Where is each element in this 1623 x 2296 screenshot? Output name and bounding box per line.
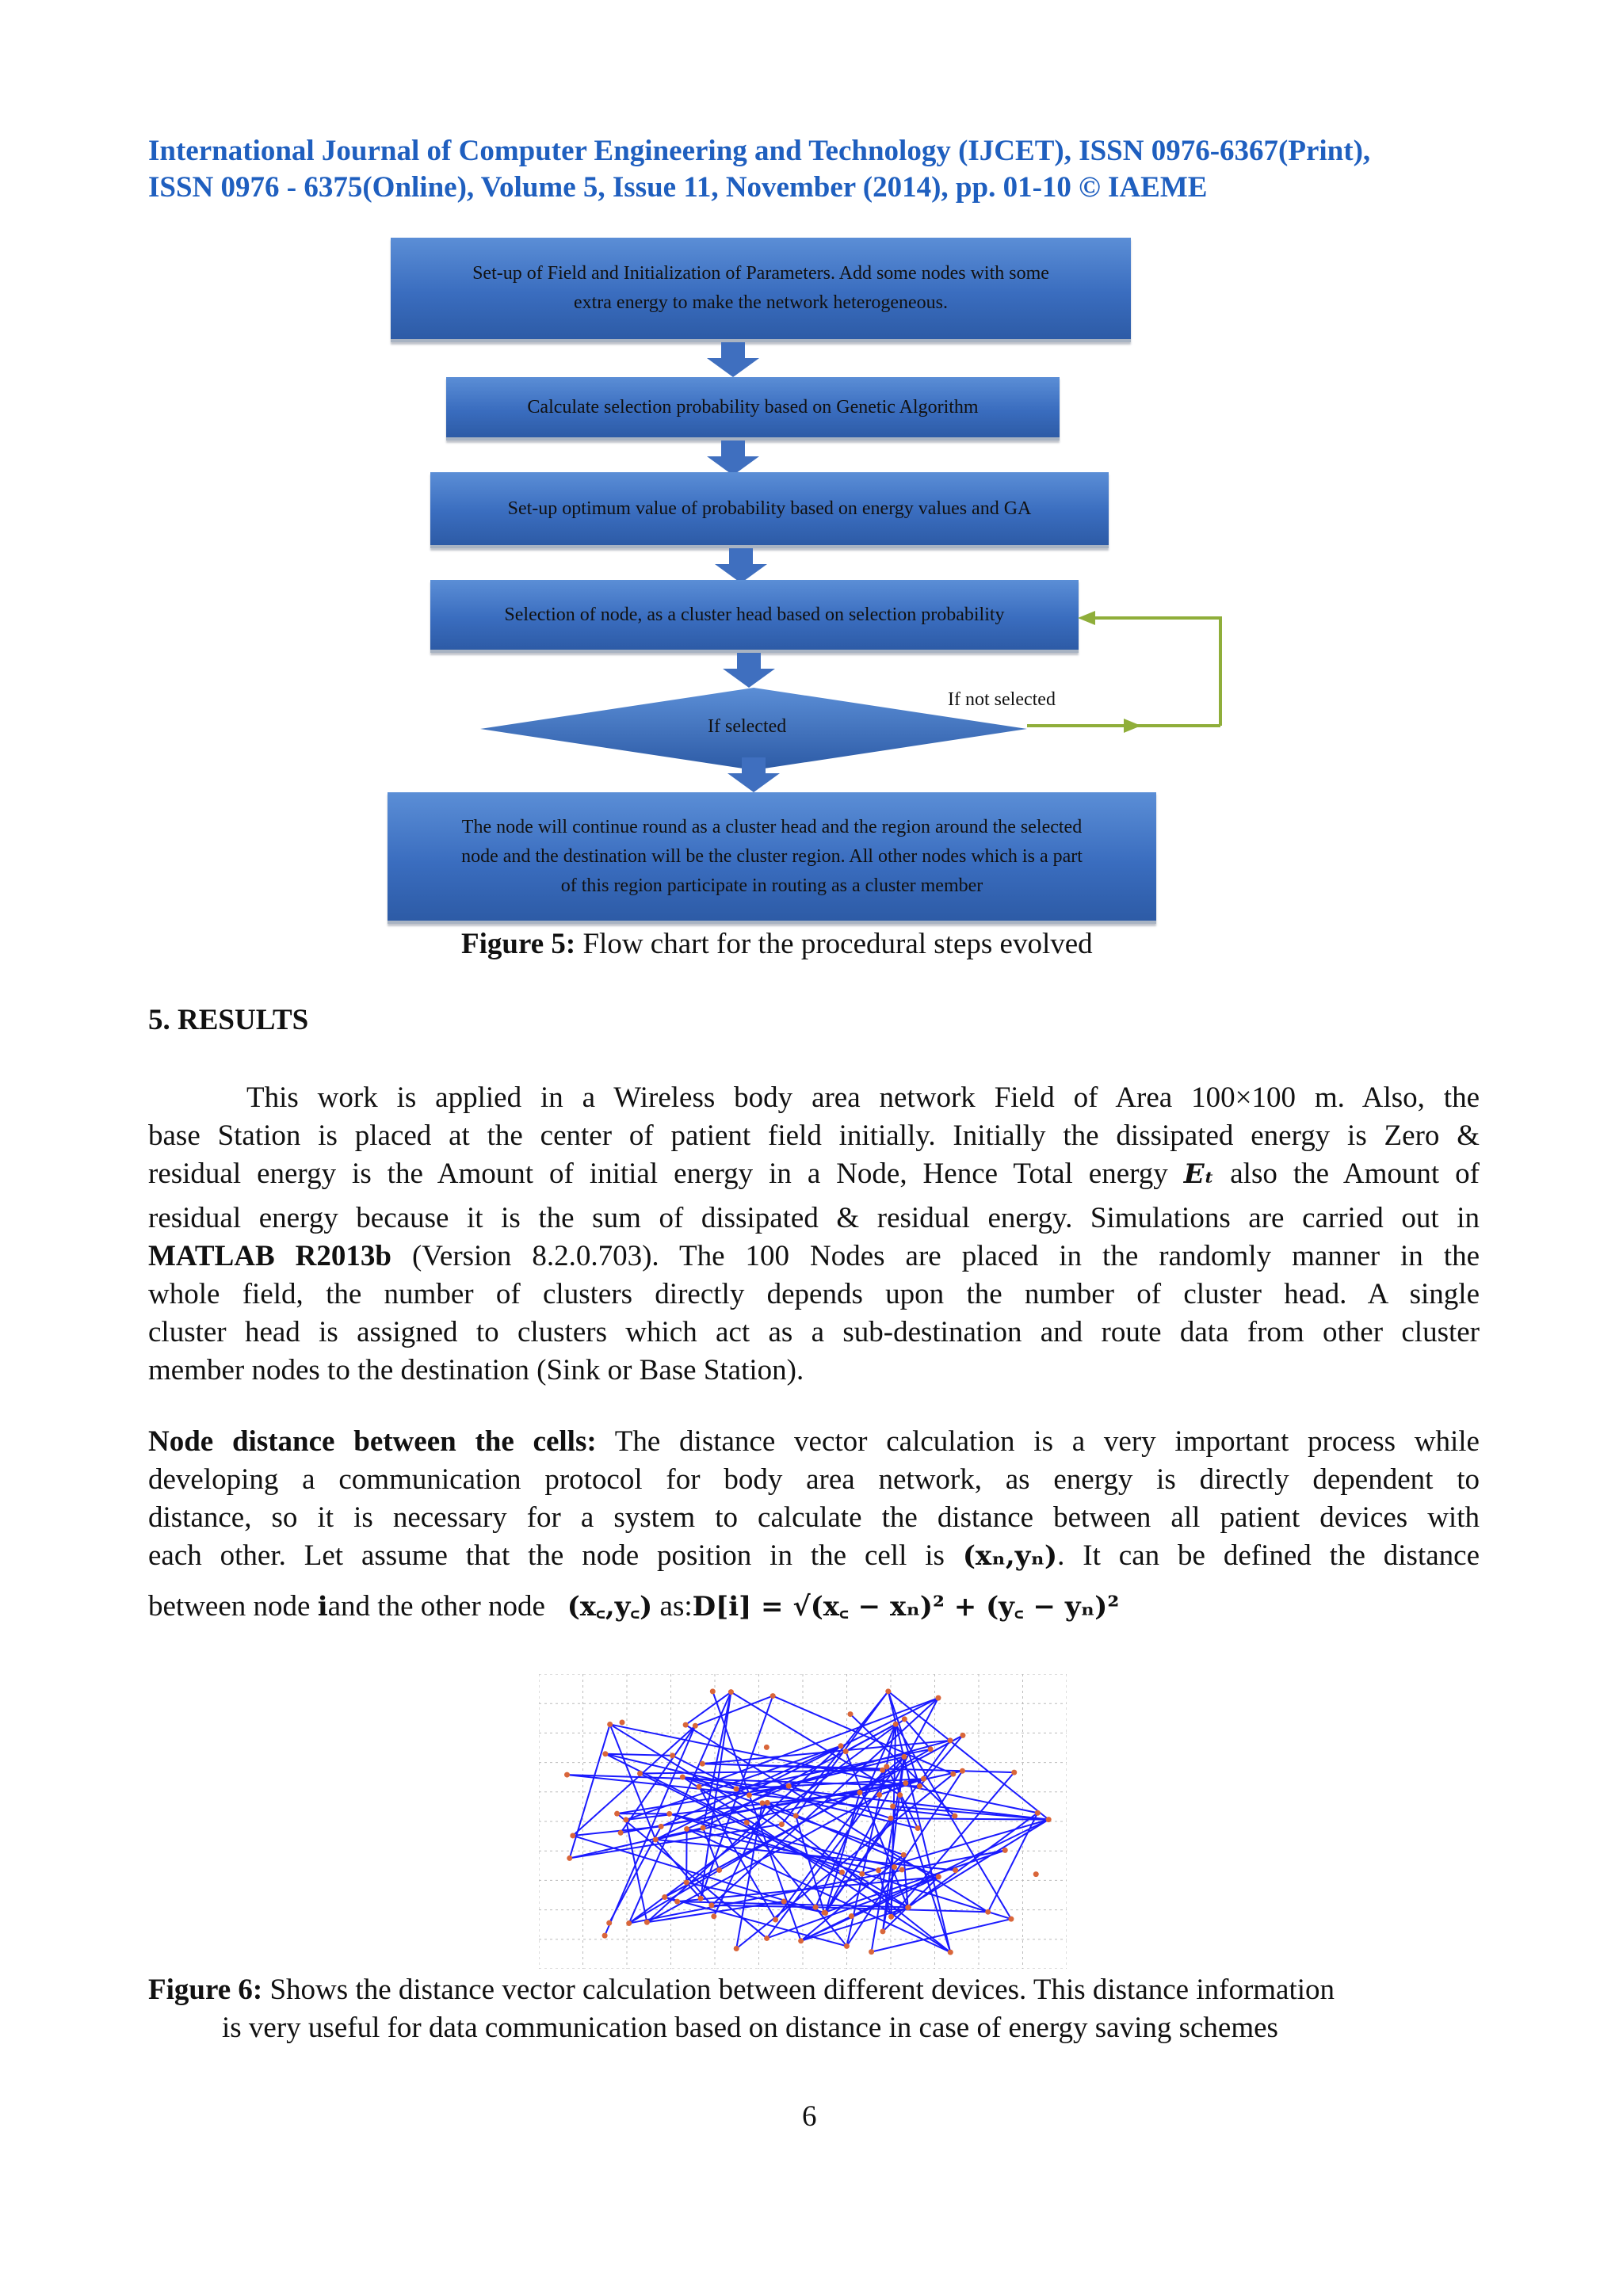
plot-node: [607, 1722, 613, 1727]
plot-node: [960, 1768, 965, 1774]
flow-decision-label: If selected: [708, 716, 787, 737]
plot-node: [602, 1751, 608, 1756]
plot-node: [770, 1693, 776, 1699]
plot-node: [849, 1913, 854, 1919]
plot-node: [653, 1836, 659, 1842]
plot-node: [888, 1914, 894, 1920]
node-distance-line-4-a: each other. Let assume that the node position in the cell is: [148, 1539, 945, 1572]
flow-arrow-4: [721, 653, 777, 688]
results-line-5: [148, 1238, 1480, 1276]
node-distance-line-3: distance, so it is necessary for a system to calculate the distance between all patient devices with: [148, 1501, 1480, 1534]
plot-node: [773, 1917, 778, 1922]
plot-node: [893, 1722, 899, 1727]
plot-node: [708, 1902, 714, 1908]
plot-node: [666, 1811, 672, 1817]
plot-node: [880, 1928, 885, 1934]
plot-node: [793, 1813, 799, 1818]
plot-connection-line: [610, 1724, 1038, 1813]
figure-5-label: Figure 5:: [461, 928, 576, 960]
plot-node: [1002, 1848, 1008, 1853]
flow-arrow-1: [705, 342, 761, 377]
plot-node: [901, 1754, 907, 1760]
plot-node: [618, 1830, 624, 1836]
plot-node: [728, 1689, 734, 1695]
distance-vector-plot: [539, 1674, 1067, 1969]
plot-node: [680, 1774, 685, 1779]
plot-node: [921, 1776, 926, 1782]
plot-node: [700, 1761, 705, 1767]
plot-node: [813, 1905, 819, 1910]
plot-node: [674, 1899, 680, 1905]
plot-node: [1008, 1917, 1014, 1922]
plot-node: [844, 1943, 850, 1949]
total-energy-symbol: Eₜ: [1183, 1158, 1215, 1190]
flow-arrow-2: [705, 441, 761, 475]
plot-node: [693, 1723, 698, 1729]
journal-header-line-2: ISSN 0976 - 6375(Online), Volume 5, Issue 11, November (2014), pp. 01-10 © IAEME: [148, 171, 1208, 204]
plot-node: [764, 1745, 769, 1750]
flow-step-optimum-probability-text: Set-up optimum value of probability based on energy values and GA: [507, 498, 1032, 519]
flow-arrow-3: [713, 548, 769, 583]
node-distance-line-5: [148, 1588, 1480, 1626]
plot-node: [759, 1800, 765, 1806]
plot-node: [869, 1949, 874, 1955]
node-distance-line-5-c: as:: [659, 1590, 693, 1623]
plot-node: [614, 1811, 620, 1817]
flow-step-setup-line-2: extra energy to make the network heterogeneous.: [573, 292, 949, 313]
plot-node: [902, 1716, 907, 1722]
results-line-6: whole field, the number of clusters directly depends upon the number of cluster head. A single: [148, 1278, 1480, 1310]
plot-node: [936, 1874, 941, 1879]
plot-node: [960, 1733, 965, 1738]
plot-node: [637, 1771, 643, 1776]
plot-node: [659, 1824, 664, 1829]
node-distance-line-4-b: . It can be defined the distance: [1057, 1539, 1480, 1572]
plot-node: [892, 1864, 897, 1870]
distance-formula: D[i] = √(x꜀ − xₙ)² + (y꜀ − yₙ)²: [692, 1591, 1120, 1623]
plot-node: [948, 1950, 953, 1955]
results-line-7: cluster head is assigned to clusters which act as a sub-destination and route data from other cluster: [148, 1316, 1480, 1348]
flow-step-cluster-region-line-2: node and the destination will be the cluster region. All other nodes which is a part: [461, 845, 1083, 867]
flow-step-cluster-region: [388, 792, 1156, 924]
plot-node: [683, 1722, 689, 1728]
plot-node: [847, 1711, 853, 1717]
flow-step-cluster-region-line-1: The node will continue round as a cluster head and the region around the selected: [461, 816, 1083, 837]
plot-node: [623, 1817, 628, 1822]
other-node-math: (x꜀,y꜀): [567, 1591, 653, 1623]
plot-node: [839, 1870, 845, 1875]
plot-node: [950, 1772, 956, 1777]
node-position-math: (xₙ,yₙ): [962, 1540, 1058, 1572]
node-index-symbol: i: [317, 1591, 328, 1623]
results-line-1: This work is applied in a Wireless body area network Field of Area 100×100 m. Also, the: [246, 1081, 1480, 1114]
plot-node: [906, 1905, 911, 1910]
plot-node: [901, 1852, 907, 1858]
figure-5-text: Flow chart for the procedural steps evolved: [582, 928, 1093, 960]
plot-node: [897, 1792, 903, 1798]
node-distance-line-1: [148, 1423, 1480, 1461]
node-distance-line-5-a: between node: [148, 1590, 311, 1623]
flow-step-cluster-region-line-3: of this region participate in routing as a cluster member: [560, 875, 983, 896]
node-distance-heading: Node distance between the cells:: [148, 1425, 597, 1458]
plot-node: [747, 1792, 752, 1798]
journal-header-line-1: International Journal of Computer Engineering and Technology (IJCET), ISSN 0976-6367(Print),: [148, 135, 1371, 167]
plot-node: [948, 1737, 953, 1743]
section-title: 5. RESULTS: [148, 1004, 309, 1036]
matlab-version: MATLAB R2013b: [148, 1240, 391, 1272]
figure-6-caption-line-2: is very useful for data communication based on distance in case of energy saving schemes: [222, 2012, 1278, 2044]
plot-node: [701, 1825, 706, 1831]
plot-node: [917, 1783, 922, 1789]
plot-node: [1046, 1817, 1052, 1822]
plot-node: [1035, 1810, 1041, 1816]
plot-node: [786, 1783, 792, 1789]
plot-node: [734, 1786, 739, 1791]
plot-node: [884, 1764, 889, 1769]
plot-node: [953, 1867, 958, 1873]
results-line-5-rest: (Version 8.2.0.703). The 100 Nodes are placed in the randomly manner in the: [411, 1240, 1480, 1272]
flow-feedback-loop: [1022, 610, 1228, 737]
plot-node: [711, 1913, 716, 1919]
journal-header: [148, 133, 1480, 206]
plot-node: [670, 1753, 675, 1758]
plot-node: [885, 1688, 891, 1694]
flow-step-calculate-probability: [446, 377, 1060, 441]
figure-6-text-1: Shows the distance vector calculation between different devices. This distance information: [269, 1974, 1335, 2006]
results-line-4: residual energy because it is the sum of dissipated & residual energy. Simulations are carried out in: [148, 1202, 1480, 1234]
plot-node: [843, 1749, 849, 1754]
flow-step-calculate-probability-text: Calculate selection probability based on Genetic Algorithm: [527, 396, 979, 418]
plot-node: [985, 1909, 991, 1915]
plot-node: [697, 1784, 702, 1790]
plot-node: [764, 1936, 769, 1941]
plot-node: [890, 1803, 896, 1809]
flow-not-selected-label: If not selected: [948, 689, 1056, 710]
plot-node: [626, 1920, 632, 1926]
plot-node: [567, 1855, 572, 1861]
results-line-3-b: also the Amount of: [1230, 1158, 1480, 1190]
results-line-8: member nodes to the destination (Sink or Base Station).: [148, 1354, 804, 1386]
plot-node: [952, 1814, 957, 1819]
plot-node: [857, 1790, 862, 1795]
plot-connection-line: [891, 1818, 1048, 1820]
plot-node: [662, 1894, 667, 1900]
plot-connection-line: [570, 1724, 610, 1858]
plot-node: [570, 1833, 575, 1838]
plot-node: [765, 1800, 770, 1806]
figure-6-label: Figure 6:: [148, 1974, 263, 2006]
plot-node: [903, 1780, 908, 1786]
plot-node: [619, 1720, 624, 1726]
plot-node: [928, 1746, 934, 1752]
plot-node: [876, 1867, 881, 1873]
results-line-2: base Station is placed at the center of patient field initially. Initially the dissipated energy is Zero &: [148, 1119, 1480, 1152]
node-distance-line-1-text: The distance vector calculation is a very important process while: [614, 1425, 1480, 1458]
plot-node: [798, 1938, 804, 1943]
flow-arrow-5: [726, 757, 781, 792]
flow-step-optimum-probability: [430, 472, 1109, 548]
flow-step-select-cluster-head-text: Selection of node, as a cluster head based on selection probability: [504, 604, 1005, 625]
plot-node: [859, 1871, 865, 1877]
plot-node: [602, 1933, 608, 1939]
plot-node: [744, 1820, 750, 1825]
plot-connection-line: [988, 1813, 1038, 1912]
node-distance-paragraph: [148, 1423, 1480, 1626]
flow-step-setup-line-1: Set-up of Field and Initialization of Parameters. Add some nodes with some: [472, 263, 1049, 284]
plot-node: [781, 1899, 787, 1905]
figure-6-caption-line-1: [148, 1973, 1335, 2007]
plot-connection-line: [714, 1802, 767, 1916]
plot-node: [876, 1792, 882, 1798]
plot-node: [698, 1896, 704, 1901]
flow-step-select-cluster-head: [430, 580, 1079, 653]
plot-node: [1033, 1871, 1039, 1877]
plot-node: [734, 1946, 739, 1951]
plot-node: [899, 1867, 905, 1872]
node-distance-line-4: [148, 1537, 1480, 1575]
plot-node: [888, 1816, 893, 1821]
plot-node: [684, 1826, 689, 1832]
plot-node: [564, 1772, 570, 1778]
plot-node: [838, 1743, 843, 1749]
plot-node: [915, 1825, 921, 1831]
node-distance-line-2: developing a communication protocol for body area network, as energy is directly dependent to: [148, 1463, 1480, 1496]
plot-node: [1011, 1770, 1017, 1775]
plot-node: [710, 1688, 716, 1694]
plot-node: [935, 1695, 941, 1701]
results-paragraph: [148, 1079, 1480, 1390]
results-line-3: [148, 1155, 1480, 1193]
plot-node: [606, 1920, 612, 1926]
plot-node: [684, 1880, 689, 1886]
page-number: 6: [802, 2100, 817, 2133]
results-line-3-a: residual energy is the Amount of initial energy in a Node, Hence Total energy: [148, 1158, 1168, 1190]
figure-5-caption: [461, 927, 1093, 961]
plot-node: [779, 1821, 785, 1827]
node-distance-line-5-b: and the other node: [327, 1590, 545, 1623]
plot-node: [716, 1867, 722, 1873]
plot-node: [823, 1910, 828, 1916]
plot-node: [644, 1920, 650, 1925]
flow-step-setup: [391, 238, 1131, 342]
